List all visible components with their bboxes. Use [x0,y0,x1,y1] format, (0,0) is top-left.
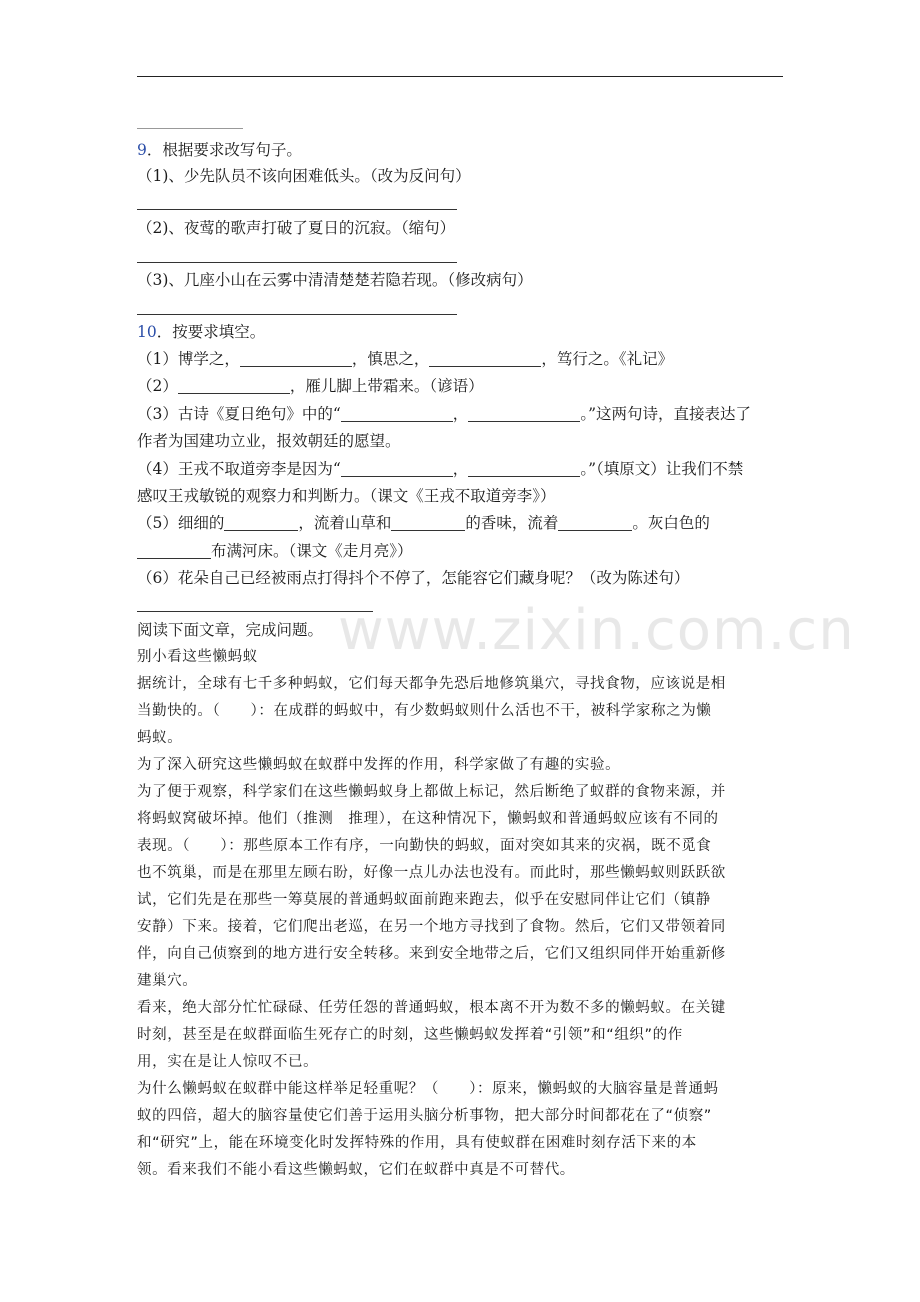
text: ，笃行之。《礼记》 [541,350,674,368]
q9-item-1: （1)、少先队员不该向困难低头。（改为反问句） [137,167,471,185]
fill-blank[interactable] [341,405,453,422]
passage-line: 安静）下来。接着，它们爬出老巡，在另一个地方寻找到了食物。然后，它们又带领着同 [137,919,726,935]
text: ， [452,405,469,423]
passage-line: 蚂蚁。 [137,730,183,746]
q10-item-3 [137,403,751,425]
q9-number: 9 [137,141,147,159]
q10-prompt: ．按要求填空。 [156,323,266,341]
q10-item-4 [137,458,743,480]
passage-line: 表现。（ ）：那些原本工作有序，一向勤快的蚂蚁，面对突如其来的灾祸，既不觅食 [137,838,712,854]
passage-line: 蚁的四倍，超大的脑容量使它们善于运用头脑分析事物，把大部分时间都花在了“侦察” [137,1108,712,1124]
passage-line: 将蚂蚁窝破坏掉。他们（推测 推理），在这种情况下，懒蚂蚁和普通蚂蚁应该有不同的 [137,811,719,827]
passage-line: 试，它们先是在那些一筹莫展的普通蚂蚁面前跑来跑去，似乎在安慰同伴让它们（镇静 [137,892,711,908]
q9-heading [137,139,302,161]
text: ， [452,460,469,478]
text: （5）细细的 [137,514,225,532]
fill-blank[interactable] [240,350,352,367]
text: 布满河床。（课文《走月亮》） [211,542,413,560]
q9-item-3: （3)、几座小山在云雾中清清楚楚若隐若现。（修改病句） [137,271,533,289]
passage-line: 为了深入研究这些懒蚂蚁在蚁群中发挥的作用，科学家做了有趣的实验。 [137,757,621,773]
header-rule [137,76,783,77]
q10-number: 10 [137,323,157,341]
passage-line: 领。看来我们不能小看这些懒蚂蚁，它们在蚁群中真是不可替代。 [137,1162,575,1178]
passage-line: 当勤快的。（ ）：在成群的蚂蚁中，有少数蚂蚁则什么活也不干，被科学家称之为懒 [137,703,712,719]
answer-line[interactable] [137,262,457,263]
text: 。灰白色的 [632,514,710,532]
passage-line: 据统计，全球有七千多种蚂蚁，它们每天都争先恐后地修筑巢穴，寻找食物，应该说是相 [137,676,726,692]
passage-title: 别小看这些懒蚂蚁 [137,649,258,665]
q10-item-1 [137,348,673,370]
text: （1）博学之， [137,350,240,368]
watermark: www.zixin.com.cn [338,598,855,663]
passage-line: 看来，绝大部分忙忙碌碌、任劳任怨的普通蚂蚁，根本离不开为数不多的懒蚂蚁。在关键 [137,1000,726,1016]
text: 。”（填原文）让我们不禁 [580,460,744,478]
q10-heading [137,321,265,343]
fill-blank[interactable] [429,350,541,367]
q9-item-2: （2)、夜莺的歌声打破了夏日的沉寂。（缩句） [137,219,456,237]
q10-item-4-cont: 感叹王戎敏锐的观察力和判断力。（课文《王戎不取道旁李》） [137,487,556,505]
fill-blank[interactable] [468,460,580,477]
text: ，流着山草和 [298,514,392,532]
fill-blank[interactable] [224,514,298,531]
text: ，慎思之， [351,350,430,368]
text: （4）王戎不取道旁李是因为“ [137,460,341,478]
passage-line: 为什么懒蚂蚁在蚁群中能这样举足轻重呢？（ ）：原来，懒蚂蚁的大脑容量是普通蚂 [137,1081,719,1097]
text: ，雁儿脚上带霜来。（谚语） [289,377,484,395]
passage-line: 为了便于观察，科学家们在这些懒蚂蚁身上都做上标记，然后断绝了蚁群的食物来源，并 [137,784,726,800]
reading-intro: 阅读下面文章，完成问题。 [137,621,324,639]
passage-line: 用，实在是让人惊叹不已。 [137,1054,319,1070]
answer-line[interactable] [137,209,457,210]
q10-item-5-cont [137,540,413,562]
separator-rule [137,128,243,129]
text: 的香味，流着 [465,514,559,532]
passage-line: 和“研究”上，能在环境变化时发挥特殊的作用，具有使蚁群在困难时刻存活下来的本 [137,1135,697,1151]
fill-blank[interactable] [391,514,465,531]
text: 。”这两句诗，直接表达了 [580,405,751,423]
fill-blank[interactable] [558,514,632,531]
text: （3）古诗《夏日绝句》中的“ [137,405,341,423]
fill-blank[interactable] [137,542,211,559]
answer-line[interactable] [137,314,457,315]
q10-item-3-cont: 作者为国建功立业，报效朝廷的愿望。 [137,432,401,450]
q9-prompt: ．根据要求改写句子。 [146,141,302,159]
fill-blank[interactable] [468,405,580,422]
q10-item-5 [137,512,710,534]
fill-blank[interactable] [178,377,290,394]
passage-line: 建巢穴。 [137,973,198,989]
passage-line: 也不筑巢，而是在那里左顾右盼，好像一点儿办法也没有。而此时，那些懒蚂蚁则跃跃欲 [137,865,726,881]
text: （2） [137,377,178,395]
passage-line: 伴，向自己侦察到的地方进行安全转移。来到安全地带之后，它们又组织同伴开始重新修 [137,946,726,962]
q10-item-2 [137,375,484,397]
fill-blank[interactable] [341,460,453,477]
q10-item-6: （6）花朵自己已经被雨点打得抖个不停了，怎能容它们藏身呢？（改为陈述句） [137,569,690,587]
passage-line: 时刻，甚至是在蚁群面临生死存亡的时刻，这些懒蚂蚁发挥着“引领”和“组织”的作 [137,1027,683,1043]
